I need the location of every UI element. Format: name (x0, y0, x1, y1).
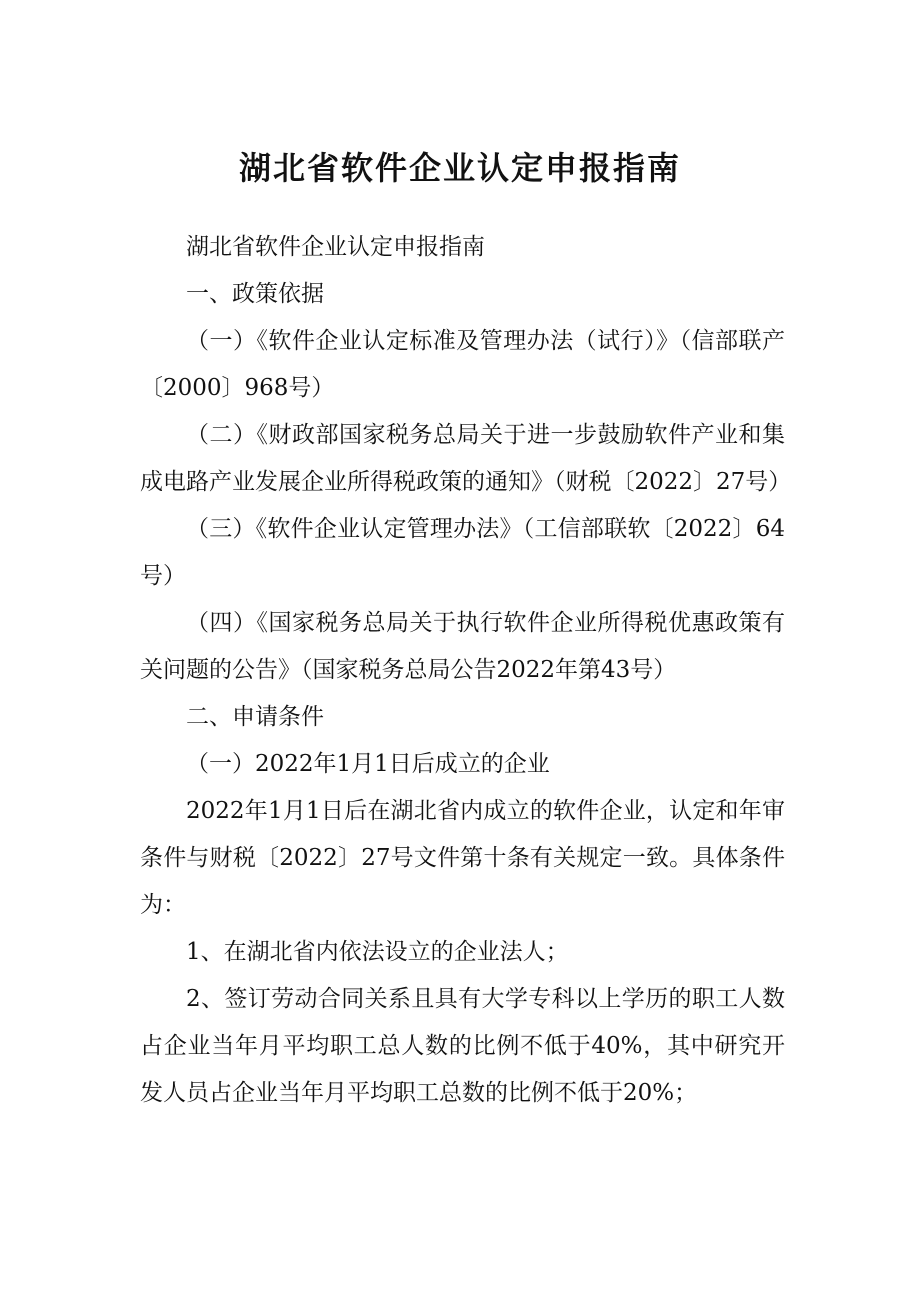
paragraph-policy-3: （三）《软件企业认定管理办法》（工信部联软〔2022〕64号） (140, 516, 785, 589)
section-heading-policy-basis: 一、政策依据 (186, 281, 324, 307)
paragraph-policy-1: （一）《软件企业认定标准及管理办法（试行）》（信部联产〔2000〕968号） (140, 328, 785, 401)
document-title: 湖北省软件企业认定申报指南 (238, 149, 681, 187)
list-item-condition-1: 1、在湖北省内依法设立的企业法人； (186, 939, 569, 965)
paragraph-subtitle: 湖北省软件企业认定申报指南 (186, 234, 485, 260)
section-heading-conditions: 二、申请条件 (186, 704, 324, 730)
subsection-heading-after-2022: （一）2022年1月1日后成立的企业 (186, 751, 550, 777)
document-body (140, 224, 792, 1117)
list-item-condition-2: 2、签订劳动合同关系且具有大学专科以上学历的职工人数占企业当年月平均职工总人数的比例不低于40%，其中研究开发人员占企业当年月平均职工总数的比例不低于20%； (140, 986, 785, 1106)
paragraph-conditions-intro: 2022年1月1日后在湖北省内成立的软件企业，认定和年审条件与财税〔2022〕27号文件第十条有关规定一致。具体条件为： (140, 798, 785, 918)
paragraph-policy-2: （二）《财政部国家税务总局关于进一步鼓励软件产业和集成电路产业发展企业所得税政策的通知》（财税〔2022〕27号） (140, 422, 792, 495)
paragraph-policy-4: （四）《国家税务总局关于执行软件企业所得税优惠政策有关问题的公告》（国家税务总局公告2022年第43号） (140, 610, 785, 683)
